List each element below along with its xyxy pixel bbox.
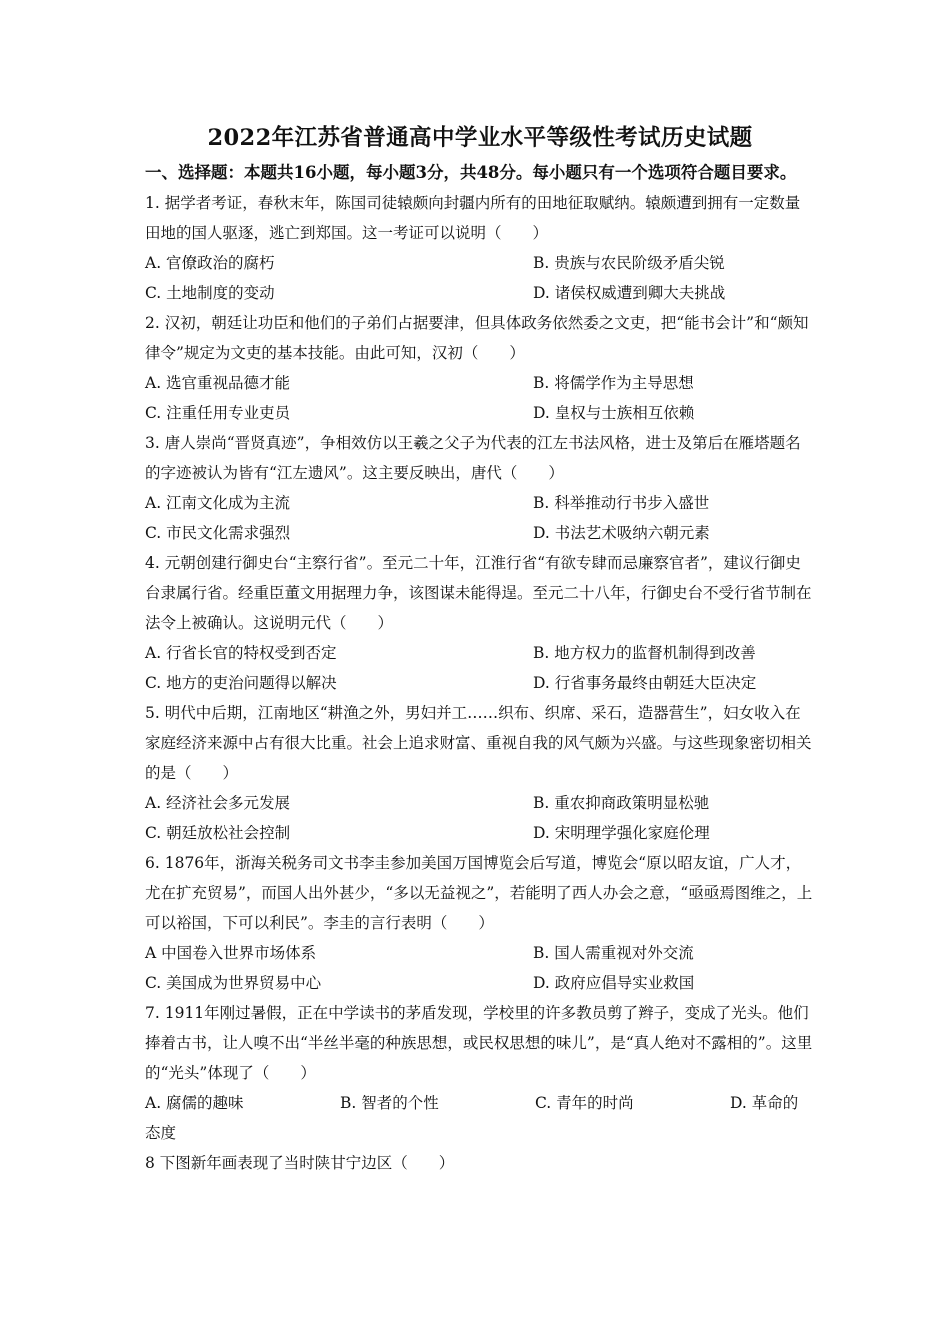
option-b: B. 将儒学作为主导思想 (533, 374, 694, 392)
option-grid (145, 488, 815, 548)
question-6 (145, 848, 815, 998)
question-stem: 3. 唐人崇尚“晋贤真迹”，争相效仿以王羲之父子为代表的江左书法风格，进士及第后在雁塔题名的字迹被认为皆有“江左遗风”。这主要反映出，唐代（ ） (145, 434, 801, 482)
option-grid (145, 638, 815, 698)
option-c: C. 注重任用专业吏员 (145, 404, 291, 422)
exam-page (145, 110, 815, 1178)
option-a: A. 腐儒的趣味 (145, 1094, 244, 1112)
question-stem: 8 下图新年画表现了当时陕甘宁边区（ ） (145, 1154, 455, 1172)
option-c: C. 地方的吏治问题得以解决 (145, 674, 337, 692)
page-title: 2022年江苏省普通高中学业水平等级性考试历史试题 (207, 125, 753, 151)
option-d: D. 宋明理学强化家庭伦理 (533, 824, 710, 842)
option-d: D. 诸侯权威遭到卿大夫挑战 (533, 284, 726, 302)
question-stem: 7. 1911年刚过暑假，正在中学读书的茅盾发现，学校里的许多教员剪了辫子，变成了光头。他们捧着古书，让人嗅不出“半丝半毫的种族思想，或民权思想的味儿”，是“真人绝对不露相的”。这里的“光头”体现了（ ） (145, 1004, 813, 1082)
option-a: A. 选官重视品德才能 (145, 374, 291, 392)
option-c: C. 美国成为世界贸易中心 (145, 974, 322, 992)
option-a: A. 江南文化成为主流 (145, 494, 291, 512)
option-grid (145, 368, 815, 428)
option-d: D. 书法艺术吸纳六朝元素 (533, 524, 710, 542)
option-d: D. 政府应倡导实业救国 (533, 974, 695, 992)
option-d-continuation: 态度 (145, 1124, 177, 1142)
question-7 (145, 998, 815, 1148)
option-grid (145, 938, 815, 998)
option-b: B. 地方权力的监督机制得到改善 (533, 644, 756, 662)
option-grid (145, 248, 815, 308)
question-stem: 4. 元朝创建行御史台“主察行省”。至元二十年，江淮行省“有欲专肆而忌廉察官者”，建议行御史台隶属行省。经重臣董文用据理力争，该图谋未能得逞。至元二十八年，行御史台不受行省节制在法令上被确认。这说明元代（ ） (145, 554, 812, 632)
option-a: A 中国卷入世界市场体系 (145, 944, 317, 962)
question-3 (145, 428, 815, 548)
option-b: B. 贵族与农民阶级矛盾尖锐 (533, 254, 725, 272)
option-row (145, 1088, 815, 1118)
option-b: B. 智者的个性 (340, 1094, 439, 1112)
option-b: B. 重农抑商政策明显松驰 (533, 794, 710, 812)
question-5 (145, 698, 815, 848)
option-b: B. 国人需重视对外交流 (533, 944, 694, 962)
question-stem: 5. 明代中后期，江南地区“耕渔之外，男妇并工……织布、织席、采石，造器营生”，妇女收入在家庭经济来源中占有很大比重。社会上追求财富、重视自我的风气颇为兴盛。与这些现象密切相关的是（ ） (145, 704, 812, 782)
question-stem: 2. 汉初，朝廷让功臣和他们的子弟们占据要津，但具体政务依然委之文吏，把“能书会计”和“颇知律令”规定为文吏的基本技能。由此可知，汉初（ ） (145, 314, 809, 362)
question-4 (145, 548, 815, 698)
option-c: C. 土地制度的变动 (145, 284, 275, 302)
option-b: B. 科举推动行书步入盛世 (533, 494, 710, 512)
option-d: D. 皇权与士族相互依赖 (533, 404, 695, 422)
option-a: A. 官僚政治的腐朽 (145, 254, 275, 272)
option-grid (145, 788, 815, 848)
question-2 (145, 308, 815, 428)
option-d: D. 行省事务最终由朝廷大臣决定 (533, 674, 757, 692)
question-stem: 1. 据学者考证，春秋末年，陈国司徒辕颇向封疆内所有的田地征取赋纳。辕颇遭到拥有一定数量田地的国人驱逐，逃亡到郑国。这一考证可以说明（ ） (145, 194, 801, 242)
option-a: A. 经济社会多元发展 (145, 794, 291, 812)
question-8 (145, 1148, 815, 1178)
option-c: C. 朝廷放松社会控制 (145, 824, 291, 842)
section-heading: 一、选择题：本题共16小题，每小题3分，共48分。每小题只有一个选项符合题目要求。 (145, 163, 797, 182)
option-d: D. 革命的 (730, 1094, 799, 1112)
option-a: A. 行省长官的特权受到否定 (145, 644, 337, 662)
question-stem: 6. 1876年，浙海关税务司文书李圭参加美国万国博览会后写道，博览会“原以昭友谊，广人才，尤在扩充贸易”，而国人出外甚少，“多以无益视之”，若能明了西人办会之意，“亟亟焉图维之，上可以裕国，下可以利民”。李圭的言行表明（ ） (145, 854, 813, 932)
question-1 (145, 188, 815, 308)
option-c: C. 市民文化需求强烈 (145, 524, 291, 542)
option-c: C. 青年的时尚 (535, 1094, 634, 1112)
